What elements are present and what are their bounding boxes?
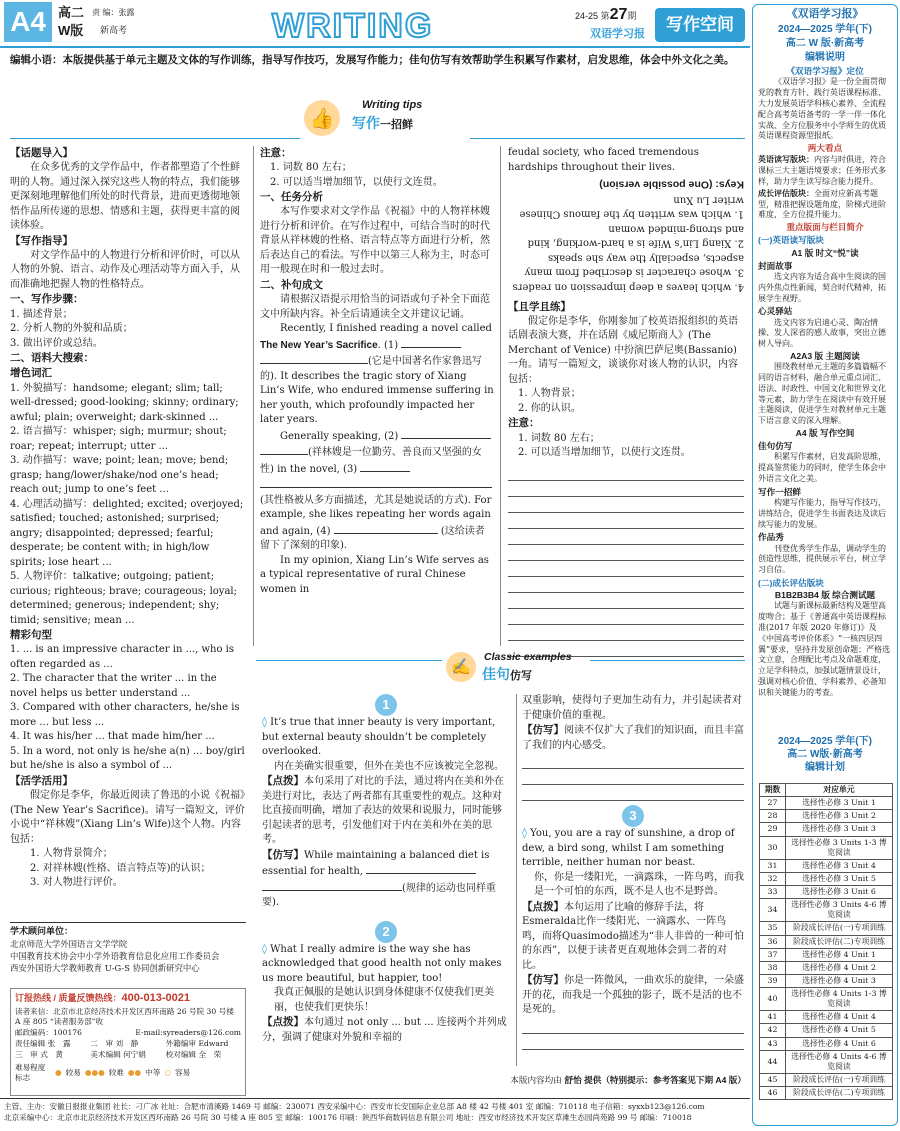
advisor-line: 北京师范大学外国语言文学学院 xyxy=(10,939,128,950)
vocab-heading: 增色词汇 xyxy=(10,367,52,380)
sentence-heading: 精彩句型 xyxy=(10,629,52,642)
unit-cell: 选择性必修 4 Units 1-3 博览阅读 xyxy=(786,988,893,1011)
issue-cell: 44 xyxy=(760,1050,786,1073)
key-item: 3. whose character is described from many aspects, especially the way she speaks xyxy=(524,252,744,279)
issue-number: 24-25 第27期 xyxy=(575,6,637,23)
unit-cell: 选择性必修 3 Unit 5 xyxy=(786,872,893,885)
issue-cell: 36 xyxy=(760,935,786,948)
writing-line[interactable] xyxy=(522,753,744,769)
practice-item: 3. 对人物进行评价。 xyxy=(30,877,123,889)
blank-3[interactable] xyxy=(260,477,492,488)
vocab-item: 5. 人物评价：talkative; outgoing; patient; curious; righteous; brave; courageous; loyal; determined; generous; independent; shy; timid; sensitive; mean ... xyxy=(10,571,237,626)
sidebar-item: A2A3 版 主题阅读 xyxy=(790,350,860,361)
sidebar-item: B1B2B3B4 版 综合测试题 xyxy=(774,590,876,601)
example-tip-cont: 双重影响，使得句子更加生动有力，并引起读者对于健康价值的重视。 xyxy=(522,695,742,721)
difficulty-icon: ●●● xyxy=(84,1067,105,1077)
divider xyxy=(256,660,442,661)
example-cn: 内在美确实很重要，但外在美也不应该被完全忽视。 xyxy=(274,760,504,772)
unit-cell: 选择性必修 4 Unit 2 xyxy=(786,961,893,974)
paper-name: 双语学习报 xyxy=(590,27,645,40)
issue-cell: 33 xyxy=(760,886,786,899)
sidebar-text: 成长评估版块：全面对应新高考题型，精准把握设题角度，阶梯式进阶难度，全方位提升能力。 xyxy=(758,187,886,220)
writing-line[interactable] xyxy=(508,545,744,561)
sidebar-item: A4 版 写作空间 xyxy=(795,427,855,438)
edition-label: W版 xyxy=(58,23,84,38)
staff: 责任编辑 张 露 xyxy=(15,1038,71,1048)
edition-sub: 新高考 xyxy=(100,26,128,36)
answer-keys xyxy=(508,177,744,294)
footer-line: 北京采编中心：北京市北京经济技术开发区西环南路 26 号院 30 号楼 A 座 805 室 邮编：100176 印刷：陕西华商数码信息有限公司 地址：西安市经济技术开发区草滩生态园尚苑路 99 号 邮编：710018 xyxy=(4,1113,692,1123)
table-row xyxy=(760,810,893,823)
sidebar-subheading: 两大看点 xyxy=(807,143,843,154)
advisor-line: 西安外国语大学教师教育 U-G-S 协同创新研究中心 xyxy=(10,963,200,974)
postal-code: 邮政编码：100176 xyxy=(15,1028,82,1038)
task-text: 本写作要求对文学作品《祝福》中的人物祥林嫂进行分析和评价。在写作过程中，可结合当时的时代背景从祥林嫂的性格、语言特点等方面进行分析，然后表达自己的看法。写作中以第三人称为主，时态可用一般现在时和一般过去时。 xyxy=(260,206,490,276)
intro-heading: 【话题导入】 xyxy=(10,147,73,159)
model-paragraph: Generally speaking, (2) (祥林嫂是一位勤劳、善良而又坚强的女性) in the novel, (3) (其性格被从多方面描述，尤其是她说话的方式). For example, she likes repeating her words again and again, (4) (这给读者留下了深刻的印象). xyxy=(260,428,494,554)
unit-cell: 阶段成长评估(二)专项训练 xyxy=(786,1087,893,1100)
unit-cell: 选择性必修 4 Unit 4 xyxy=(786,1011,893,1024)
middle-column xyxy=(260,146,494,646)
sidebar-text: 试题与新课标最新结构及题型高度吻合；基于《普通高中英语课程标准(2017 年版 2020 年修订)》及《中国高考评价体系》“一核四层四翼”要求，坚持并发原创命题；严格选文立意，合理配比考点及命题难度，立足学科特点，加强试题情景设计，强调对核心价值、学科素养、必备知识和关键能力的考查。 xyxy=(758,601,891,697)
writing-line[interactable] xyxy=(508,513,744,529)
contact-row xyxy=(15,1028,241,1039)
table-row xyxy=(760,948,893,961)
sidebar-text: 围绕教材单元主题的多篇篇幅不同的语言材料，融合单元重点词汇、语法、时政性、中国文化和世界文化等元素，助力学生在阅读中有效开展主题阅读，促进学生对教材单元主题下语言意义的深入理解。 xyxy=(758,362,886,426)
keys-heading: Keys: (One possible version) xyxy=(599,179,744,192)
divider xyxy=(590,660,745,661)
step-item: 2. 分析人物的外貌和品质； xyxy=(10,323,133,335)
note-item: 2. 可以适当增加细节，以使行文连贯。 xyxy=(518,447,691,459)
example-number: 1 xyxy=(262,694,510,716)
imitate-blank[interactable] xyxy=(366,863,476,874)
table-row xyxy=(760,872,893,885)
sentence-item: 1. ... is an impressive character in ..., who is often regarded as ... xyxy=(10,644,234,670)
examples-cn: 佳句仿写 xyxy=(482,666,532,682)
sidebar-text: 选文内容为适合高中生阅读的国内外焦点性新闻，契合时代精神，拓展学生视野。 xyxy=(758,271,886,303)
table-row xyxy=(760,899,893,922)
sidebar xyxy=(752,4,898,1126)
table-row xyxy=(760,961,893,974)
issue-cell: 37 xyxy=(760,948,786,961)
tips-en: Writing tips xyxy=(362,99,423,111)
difficulty-row xyxy=(15,1063,241,1085)
table-row xyxy=(760,836,893,859)
writing-lines[interactable] xyxy=(508,465,744,657)
page-footer xyxy=(0,1098,750,1130)
difficulty-icon: ○ xyxy=(164,1067,171,1077)
column-title: 写作空间 xyxy=(655,8,745,42)
sidebar-item: 作品秀 xyxy=(758,532,784,543)
sidebar-item: A1 版 时文“悦”读 xyxy=(791,247,859,258)
diamond-icon: ◊ xyxy=(522,828,531,839)
table-row xyxy=(760,859,893,872)
fill-text: 请根据汉语提示用恰当的词语或句子补全下面范文中所缺内容。补全后请通读全文并建议记诵。 xyxy=(260,294,490,320)
blank-1[interactable] xyxy=(401,337,461,348)
staff: 三 审 式 黄 xyxy=(15,1049,63,1059)
unit-cell: 选择性必修 4 Units 4-6 博览阅读 xyxy=(786,1050,893,1073)
note-item: 1. 词数 80 左右； xyxy=(270,162,352,174)
example-imitate: 【仿写】你是一阵微风，一曲欢乐的旋律，一朵盛开的花，而我是一个孤独的影子，既不是活的也不是死的。 xyxy=(522,974,744,1015)
example-cn: 你，你是一缕阳光，一滴露珠，一阵鸟鸣，而我是一个可怕的东西，既不是人也不是野兽。 xyxy=(534,871,744,897)
sidebar-text: 英语读写版块：内容与时俱进，符合课标三大主题语境要求；任务形式多样，助力学生读写综合能力提升。 xyxy=(758,154,886,186)
writing-tips-banner xyxy=(300,96,470,142)
sidebar-text: 构建写作能力，指导写作技巧，讲练结合，促进学生书面表达及读后续写能力的发展。 xyxy=(758,497,886,529)
intro-text: 在众多优秀的文学作品中，作者都塑造了个性鲜明的人物。通过深入探究这些人物的特点，我们能够更深刻地理解他们所处的时代背景，进而更透彻地领悟作品所传递的思想、情感和主题，获得更丰富的阅读体验。 xyxy=(10,162,240,232)
table-row xyxy=(760,974,893,987)
sidebar-title: 2024—2025 学年(下) xyxy=(778,23,872,35)
blank-1[interactable] xyxy=(260,353,368,364)
guide-text: 对文学作品中的人物进行分析和评价时，可以从人物的外貌、语言、动作及心理活动等方面入手，从而准确地把握人物的性格特点。 xyxy=(10,249,240,290)
writing-line[interactable] xyxy=(508,593,744,609)
issue-cell: 43 xyxy=(760,1037,786,1050)
note-heading: 注意： xyxy=(260,147,292,159)
schedule-table xyxy=(759,783,893,1100)
blank-2[interactable] xyxy=(401,428,491,439)
sidebar-item: 写作一招鲜 xyxy=(758,486,801,497)
difficulty-icon: ● xyxy=(55,1067,62,1077)
sidebar-item: 佳句仿写 xyxy=(758,441,793,452)
email: E-mail:syreaders@126.com xyxy=(135,1028,241,1038)
issue-cell: 28 xyxy=(760,810,786,823)
difficulty-item: 中等 xyxy=(145,1067,161,1077)
difficulty-icon: ●● xyxy=(127,1067,142,1077)
blank-3[interactable] xyxy=(360,461,410,472)
sidebar-item: 封面故事 xyxy=(758,260,793,271)
unit-cell: 阶段成长评估(一)专项训练 xyxy=(786,1073,893,1086)
step-item: 3. 做出评价或总结。 xyxy=(10,337,103,349)
note-item: 2. 可以适当增加细节，以使行文连贯。 xyxy=(270,176,443,188)
staff-grid xyxy=(15,1039,241,1061)
difficulty-item: 较易 xyxy=(65,1067,81,1077)
table-header: 对应单元 xyxy=(786,784,893,797)
writing-line[interactable] xyxy=(508,625,744,641)
page-letter: A4 xyxy=(4,2,52,42)
example-tip: 【点拨】本句运用了比喻的修辞手法，将Esmeralda比作一缕阳光、一滴露水、一阵鸟鸣，而将Quasimodo描述为“非人非兽的一种可怕的东西”，以便于读者更直观地体会到二者的对比。 xyxy=(522,900,744,971)
sidebar-title: 高二 W 版·新高考 xyxy=(785,37,865,49)
issue-cell: 34 xyxy=(760,899,786,922)
table-row xyxy=(760,922,893,935)
issue-cell: 31 xyxy=(760,859,786,872)
blank-4[interactable] xyxy=(334,523,438,534)
unit-cell: 选择性必修 3 Units 1-3 博览阅读 xyxy=(786,836,893,859)
sidebar-text: 刊登优秀学生作品，调动学生的创造性思维，提供展示平台，树立学习自信。 xyxy=(758,543,886,575)
issue-cell: 30 xyxy=(760,836,786,859)
provider-note: 本版内容均由 舒怡 提供（特别提示：参考答案见下期 A4 版） xyxy=(510,1075,746,1086)
table-row xyxy=(760,1011,893,1024)
unit-cell: 选择性必修 3 Unit 1 xyxy=(786,797,893,810)
example-imitate: 【仿写】While maintaining a balanced diet is essential for health, (规律的运动也同样重要). xyxy=(262,848,496,908)
editor-label: 责 编：张露 xyxy=(92,8,135,17)
practice-text: 假定你是李华，你刚参加了校英语报组织的英语话剧表演大赛，并在话剧《威尼斯商人》(The Merchant of Venice) 中扮演巴萨尼奥(Bassanio)一角。请写一篇短文，谈谈你对该人物的认识，内容包括： xyxy=(508,315,738,385)
sentence-item: 4. It was his/her ... that made him/her ... xyxy=(10,731,215,743)
column-divider xyxy=(253,146,254,646)
table-row xyxy=(760,1087,893,1100)
grade-label: 高二 xyxy=(58,5,85,20)
tips-cn: 写作一招鲜 xyxy=(352,115,413,131)
sidebar-title: 编辑说明 xyxy=(805,51,845,63)
left-column xyxy=(10,146,246,889)
example-tip: 【点拨】本句通过 not only ... but ... 连接两个并列成分，强调了健康对外貌和幸福的 xyxy=(262,1016,507,1043)
sidebar-title: 《双语学习报》 xyxy=(786,8,864,20)
writing-line[interactable] xyxy=(508,577,744,593)
writing-line[interactable] xyxy=(508,529,744,545)
staff: 二 审 刘 静 xyxy=(90,1038,139,1048)
model-paragraph: Recently, I finished reading a novel called The New Year’s Sacrifice. (1) (它是中国著名作家鲁迅写的). It describes the tragic story of Xiang Lin’s Wife, who endured immense suffering in her youth, which profoundly impacted her later years. xyxy=(260,323,494,426)
writing-line[interactable] xyxy=(508,497,744,513)
writing-line[interactable] xyxy=(522,769,744,785)
unit-cell: 选择性必修 4 Unit 5 xyxy=(786,1024,893,1037)
writing-line[interactable] xyxy=(522,785,744,801)
divider xyxy=(10,138,300,139)
practice-item: 2. 对祥林嫂(性格、语言特点等)的认识； xyxy=(30,862,211,874)
unit-cell: 选择性必修 3 Unit 3 xyxy=(786,823,893,836)
difficulty-label: 难易程度 标志 xyxy=(15,1062,46,1083)
contact-box xyxy=(10,988,246,1096)
table-row xyxy=(760,935,893,948)
difficulty-item: 较难 xyxy=(108,1067,124,1077)
unit-cell: 阶段成长评估(一)专项训练 xyxy=(786,922,893,935)
model-continuation: feudal society, who faced tremendous hardships throughout their lives. xyxy=(508,147,699,173)
issue-cell: 46 xyxy=(760,1087,786,1100)
task-heading: 一、任务分析 xyxy=(260,191,323,204)
sentence-item: 5. In a word, not only is he/she a(n) ... boy/girl but he/she is also a symbol of ... xyxy=(10,745,245,772)
vocab-item: 4. 心理活动描写：delighted; excited; overjoyed; satisfied; touched; astonished; surprised; angry; disappointed; depressed; fearful; desperate; be content with; in high/low spirits; lose heart ... xyxy=(10,498,244,568)
example-en: ◊ What I really admire is the way she has acknowledged that good health not only makes us more beautiful, but happier, too! xyxy=(262,943,502,984)
lang-heading: 二、语料大搜索： xyxy=(10,352,94,365)
table-row xyxy=(760,1050,893,1073)
example-en: ◊ You, you are a ray of sunshine, a drop of dew, a bird song, whilst I am something terrible, neither human nor beast. xyxy=(522,828,735,868)
unit-cell: 选择性必修 4 Unit 1 xyxy=(786,948,893,961)
examples-en: Classic examples xyxy=(484,651,572,663)
column-divider xyxy=(500,146,501,646)
issue-cell: 42 xyxy=(760,1024,786,1037)
key-item: 1. which was written by the famous Chinese writer Lu Xun xyxy=(519,194,744,221)
example-tip: 【点拨】本句采用了对比的手法，通过将内在美和外在美进行对比，表达了两者都有其重要性的观点。这种对比直接而明确，增加了表达的效果和说服力，同时能够引起读者的思考，引发他们对于内在美和外在美的思考。 xyxy=(262,775,504,845)
writing-line[interactable] xyxy=(508,561,744,577)
example-cn: 我真正佩服的是她认识到身体健康不仅使我们更美丽，也使我们更快乐！ xyxy=(274,987,494,1013)
table-header-row xyxy=(760,784,893,797)
writing-line[interactable] xyxy=(522,1034,744,1050)
diamond-icon: ◊ xyxy=(262,717,271,728)
editor-note: 编辑小语：本版提供基于单元主题及文体的写作训练，指导写作技巧，发展写作能力；佳句仿写有效帮助学生积累写作素材，启发思维，体会中外文化之美。 xyxy=(10,54,735,66)
sidebar-section: (二)成长评估版块 xyxy=(758,577,824,588)
table-row xyxy=(760,886,893,899)
practice-heading: 【活学活用】 xyxy=(10,774,73,787)
issue-cell: 32 xyxy=(760,872,786,885)
staff: 外籍编审 Edward xyxy=(165,1038,229,1048)
person-icon: ✍ xyxy=(446,652,476,682)
key-item: 4. which leaves a deep impression on readers xyxy=(512,281,744,293)
writing-line[interactable] xyxy=(508,465,744,481)
table-row xyxy=(760,797,893,810)
diamond-icon: ◊ xyxy=(262,943,271,955)
model-paragraph: In my opinion, Xiang Lin’s Wife serves as a typical representative of rural Chinese women in xyxy=(260,554,489,595)
plan-title: 2024—2025 学年(下) 高二 W版·新高考 编辑计划 xyxy=(778,736,872,773)
practice-text: 假定你是李华，你最近阅读了鲁迅的小说《祝福》(The New Year’s Sacrifice)。请写一篇短文，评价小说中“祥林嫂”(Xiang Lin’s Wife)这个人物。内容包括： xyxy=(10,790,245,845)
difficulty-item: 容易 xyxy=(175,1067,191,1077)
issue-cell: 39 xyxy=(760,974,786,987)
key-item: 2. Xiang Lin’s Wife is a hard-working, kind and strong-minded woman xyxy=(527,223,744,250)
examples-col-2 xyxy=(522,694,744,1066)
table-row xyxy=(760,1073,893,1086)
note-heading: 注意： xyxy=(508,417,540,430)
issue-cell: 27 xyxy=(760,797,786,810)
page-header xyxy=(0,0,750,48)
unit-cell: 阶段成长评估(二)专项训练 xyxy=(786,935,893,948)
guide-heading: 【写作指导】 xyxy=(10,234,73,247)
unit-cell: 选择性必修 3 Units 4-6 博览阅读 xyxy=(786,899,893,922)
issue-cell: 35 xyxy=(760,922,786,935)
issue-cell: 45 xyxy=(760,1073,786,1086)
writing-line[interactable] xyxy=(508,609,744,625)
writing-line[interactable] xyxy=(522,1018,744,1034)
sidebar-text: 积累写作素材，启发高阶思维，提高鉴赏能力的同时，使学生体会中外语言文化之美。 xyxy=(758,452,886,483)
advisor-line: 中国教育技术协会中小学外语教育信息化应用工作委员会 xyxy=(10,951,220,962)
sidebar-item: 心灵驿站 xyxy=(758,306,793,317)
table-row xyxy=(760,1024,893,1037)
reader-letter: 读者来信：北京市北京经济技术开发区西环南路 26 号院 30 号楼 A 座 805 “读者服务部”收 xyxy=(15,1006,234,1027)
example-number: 3 xyxy=(522,805,744,827)
thumbs-up-icon: 👍 xyxy=(304,100,340,136)
sentence-item: 2. The character that the writer ... in the novel helps us better understand ... xyxy=(10,673,217,699)
table-row xyxy=(760,823,893,836)
vocab-item: 2. 语言描写：whisper; sigh; murmur; shout; roar; repeat; interrupt; utter ... xyxy=(10,426,227,452)
issue-cell: 40 xyxy=(760,988,786,1011)
sidebar-subheading: 重点版面与栏目简介 xyxy=(786,222,864,233)
examples-banner xyxy=(444,648,588,688)
example-imitate: 【仿写】阅读不仅扩大了我们的知识面，而且丰富了我们的内心感受。 xyxy=(522,724,744,751)
issue-cell: 38 xyxy=(760,961,786,974)
unit-cell: 选择性必修 3 Unit 6 xyxy=(786,886,893,899)
writing-line[interactable] xyxy=(508,481,744,497)
unit-cell: 选择性必修 3 Unit 4 xyxy=(786,859,893,872)
table-header: 期数 xyxy=(760,784,786,797)
fill-heading: 二、补句成文 xyxy=(260,278,323,291)
right-column xyxy=(508,146,744,646)
staff: 校对编辑 全 荣 xyxy=(165,1049,222,1059)
sentence-item: 3. Compared with other characters, he/she is more ... but less ... xyxy=(10,702,240,728)
vocab-item: 1. 外貌描写：handsome; elegant; slim; tall; well-dressed; good-looking; skinny; ordinary; awful; plain; overweight; dark-skinned ... xyxy=(10,382,239,423)
sidebar-text: 《双语学习报》是一份全面贯彻党的教育方针、践行英语课程标准、大力发展英语学科核心素养、全流程配合高考英语备考的一学一伴一体化实战、全方位服务中小学师生的优质英语课程资源型报纸。 xyxy=(758,77,886,141)
issue-cell: 29 xyxy=(760,823,786,836)
advisor-box xyxy=(10,922,246,986)
unit-cell: 选择性必修 3 Unit 2 xyxy=(786,810,893,823)
divider xyxy=(470,138,745,139)
footer-line: 主管、主办：安徽日报报业集团 社长：刁广冰 社址：合肥市清溪路 1469 号 邮编：230071 西安采编中心：西安市长安国际企业总部 A8 楼 42 号楼 401 室 邮编：710118 电子信箱：syxxb123@126.com xyxy=(4,1102,705,1111)
note-item: 1. 词数 80 左右； xyxy=(518,432,600,444)
unit-cell: 选择性必修 4 Unit 6 xyxy=(786,1037,893,1050)
brand-title: WRITING xyxy=(272,7,434,45)
sidebar-section: (一)英语读写版块 xyxy=(758,235,824,246)
sidebar-text: 选文内容为启迪心灵、陶冶情操、发人深省的感人故事，突出立德树人导向。 xyxy=(758,317,886,349)
staff: 美术编辑 何宁娟 xyxy=(90,1049,146,1059)
example-en: ◊ It’s true that inner beauty is very important, but external beauty shouldn’t be completely overlooked. xyxy=(262,717,496,757)
sidebar-subheading: 《双语学习报》定位 xyxy=(786,66,864,77)
examples-col-1 xyxy=(262,694,510,1094)
practice-heading: 【且学且练】 xyxy=(508,300,571,313)
step-item: 1. 描述背景； xyxy=(10,308,73,320)
imitate-blank[interactable] xyxy=(262,880,402,891)
column-divider xyxy=(516,694,517,1066)
practice-item: 1. 人物背景； xyxy=(518,388,581,400)
advisor-heading: 学术顾问单位： xyxy=(10,926,74,936)
hotline: 订报热线 / 质量反馈热线：400-013-0021 xyxy=(15,992,191,1004)
example-number: 2 xyxy=(262,921,510,943)
table-row xyxy=(760,988,893,1011)
unit-cell: 选择性必修 4 Unit 3 xyxy=(786,974,893,987)
practice-item: 2. 你的认识。 xyxy=(518,402,581,414)
blank-2[interactable] xyxy=(260,444,308,455)
practice-item: 1. 人物背景简介； xyxy=(30,848,113,860)
table-row xyxy=(760,1037,893,1050)
steps-heading: 一、写作步骤： xyxy=(10,293,84,306)
issue-cell: 41 xyxy=(760,1011,786,1024)
vocab-item: 3. 动作描写：wave; point; lean; move; bend; grasp; hang/lower/shake/nod one’s head; reach out; jump to one’s feet ... xyxy=(10,455,229,496)
